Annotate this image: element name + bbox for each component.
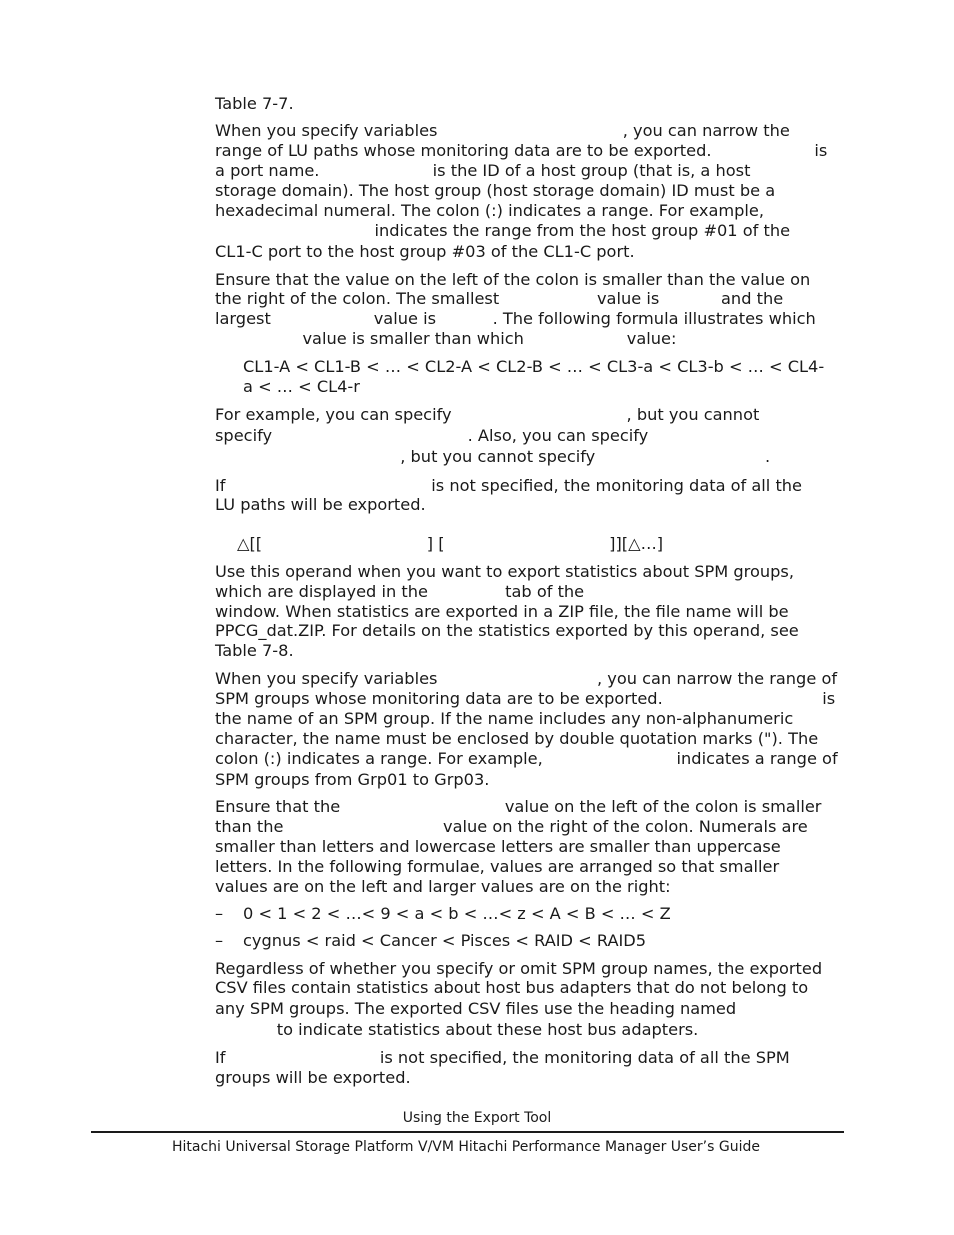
body-line: than the value on the right of the colon. Numerals are <box>215 817 808 836</box>
footer-divider <box>91 1131 844 1133</box>
list-dash: – <box>215 931 224 950</box>
body-line: LU paths will be exported. <box>215 495 426 514</box>
body-line: For example, you can specify , but you cannot <box>215 405 760 424</box>
syntax-line: △[[ ] [ ]][△…] <box>237 534 664 553</box>
body-line: the name of an SPM group. If the name includes any non-alphanumeric <box>215 709 794 728</box>
body-line: When you specify variables , you can narrow the range of <box>215 669 838 688</box>
body-line: CL1-C port to the host group #03 of the CL1-C port. <box>215 242 635 261</box>
body-line: largest value is . The following formula illustrates which <box>215 309 816 328</box>
body-line: When you specify variables , you can narrow the <box>215 121 790 140</box>
body-line: a port name. is the ID of a host group (that is, a host <box>215 161 751 180</box>
body-line: character, the name must be enclosed by double quotation marks ("). The <box>215 729 819 748</box>
body-line: which are displayed in the tab of the <box>215 582 585 601</box>
body-line: hexadecimal numeral. The colon (:) indicates a range. For example, <box>215 201 765 220</box>
body-line: indicates the range from the host group #01 of the <box>215 221 791 240</box>
body-line: SPM groups whose monitoring data are to be exported. is <box>215 689 836 708</box>
body-line: to indicate statistics about these host bus adapters. <box>215 1020 699 1039</box>
footer-section-title: Using the Export Tool <box>402 1110 552 1126</box>
body-line: letters. In the following formulae, values are arranged so that smaller <box>215 857 780 876</box>
body-line: groups will be exported. <box>215 1068 411 1087</box>
body-line: Table 7-7. <box>215 94 294 113</box>
body-line: Ensure that the value on the left of the colon is smaller <box>215 797 822 816</box>
body-line: smaller than letters and lowercase letters are smaller than uppercase <box>215 837 781 856</box>
body-line: colon (:) indicates a range. For example, indicates a range of <box>215 749 838 768</box>
body-line: PPCG_dat.ZIP. For details on the statistics exported by this operand, see <box>215 621 799 640</box>
body-line: , but you cannot specify . <box>215 447 771 466</box>
body-line: Table 7-8. <box>215 641 294 660</box>
list-item: 0 < 1 < 2 < …< 9 < a < b < …< z < A < B < … < Z <box>243 904 671 923</box>
body-line: specify . Also, you can specify <box>215 426 649 445</box>
body-line: any SPM groups. The exported CSV files use the heading named <box>215 999 737 1018</box>
list-dash: – <box>215 904 224 923</box>
body-line: the right of the colon. The smallest value is and the <box>215 289 784 308</box>
body-line: Use this operand when you want to export statistics about SPM groups, <box>215 562 794 581</box>
body-line: CSV files contain statistics about host bus adapters that do not belong to <box>215 978 809 997</box>
footer-book-title: Hitachi Universal Storage Platform V/VM Hitachi Performance Manager User’s Guide <box>172 1139 760 1155</box>
body-line: If is not specified, the monitoring data of all the SPM <box>215 1048 790 1067</box>
body-line: values are on the left and larger values are on the right: <box>215 877 671 896</box>
formula-line: a < … < CL4-r <box>243 377 360 396</box>
body-line: Ensure that the value on the left of the colon is smaller than the value on <box>215 270 811 289</box>
body-line: range of LU paths whose monitoring data are to be exported. is <box>215 141 828 160</box>
body-line: storage domain). The host group (host storage domain) ID must be a <box>215 181 776 200</box>
body-line: value is smaller than which value: <box>215 329 677 348</box>
body-line: window. When statistics are exported in a ZIP file, the file name will be <box>215 602 789 621</box>
list-item: cygnus < raid < Cancer < Pisces < RAID < RAID5 <box>243 931 647 950</box>
body-line: If is not specified, the monitoring data of all the <box>215 476 803 495</box>
formula-line: CL1-A < CL1-B < … < CL2-A < CL2-B < … < CL3-a < CL3-b < … < CL4- <box>243 357 825 376</box>
body-line: SPM groups from Grp01 to Grp03. <box>215 770 490 789</box>
body-line: Regardless of whether you specify or omit SPM group names, the exported <box>215 959 823 978</box>
